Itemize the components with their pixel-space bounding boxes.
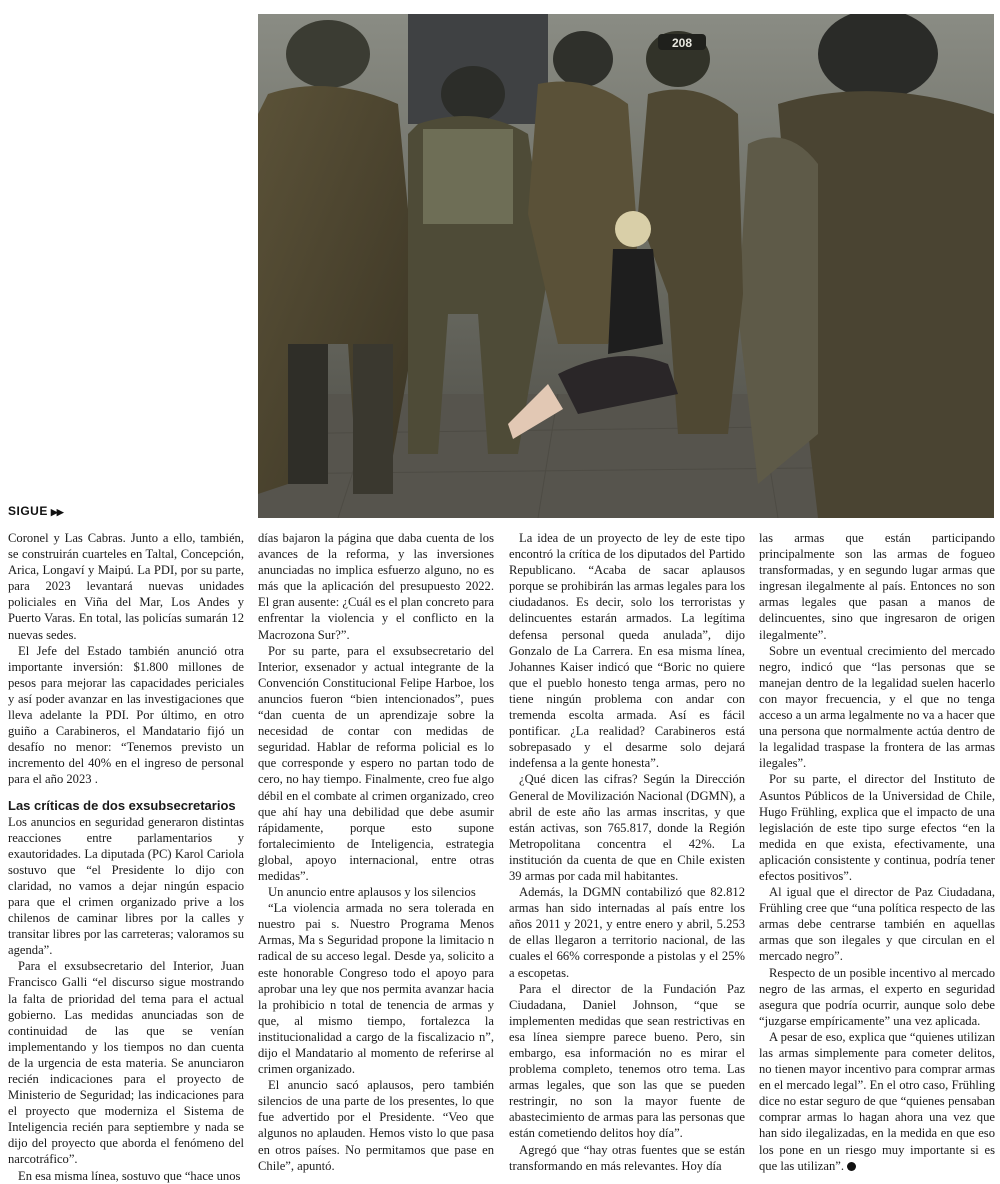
paragraph: Para el exsubsecretario del Interior, Juan Francisco Galli “el discurso sigue mostrando la falta de prioridad del tema para el actual gobierno. Las medidas anunciadas son de continuidad de las que se venían implementando y los tiempos no dan cuenta de la urgencia de esta materia. Se anunciaron recién indicaciones para el proyecto de Ministerio de Seguridad; las indicaciones para el proyecto que moderniza el Sistema de Inteligencia recién para septiembre y nada se dijo del proyecto que aborda el fenómeno del narcotráfico”.	[8, 959, 244, 1167]
paragraph: En esa misma línea, sostuvo que “hace unos	[18, 1168, 241, 1183]
section-heading: Las críticas de dos exsubsecretarios	[8, 797, 236, 813]
paragraph: Por su parte, para el exsubsecretario del Interior, exsenador y actual integrante de la Convención Constitucional Felipe Harboe, los anuncios fueron “bien intencionados”, pues “dan cuenta de un aprendizaje sobre la necesidad de contar con medidas de seguridad. Hablar de reforma policial es lo que corresponde y espero no partan todo de cero, no hay tiempo. Finalmente, creo fue algo débil en el combate al crimen organizado, creo que ahí hay una debilidad que debe asumir rápidamente, porque esto supone fortalecimiento de Inteligencia, estrategia global, apoyo internacional, entre otras medidas”.	[258, 643, 494, 883]
paragraph-text: A pesar de eso, explica que “quienes utilizan las armas simplemente para cometer delitos, no tienen mayor incentivo para comprar armas en el mercado legal”. En el otro caso, Frühling dice no estar seguro de que “quienes pensaban comprar armas lo hagan ahora una vez que han sido ilegalizadas, en la medida en que eso los pone en un riesgo muy importante si es que las utilizan”.	[759, 1029, 995, 1173]
double-arrow-icon: ▶▶	[50, 507, 63, 517]
police-arrest-photo	[258, 14, 994, 518]
paragraph: Agregó que “hay otras fuentes que se están transformando en más relevantes. Hoy día	[509, 1142, 745, 1173]
column-2	[258, 530, 494, 1174]
paragraph: Por su parte, el director del Instituto de Asuntos Públicos de la Universidad de Chile, Hugo Frühling, explica que el impacto de una legislación de este tipo surge efectos “en la medida en que exista, efectivamente, una aplicación consistente y continua, podría tener efectos positivos”.	[759, 772, 995, 883]
paragraph: las armas que están participando principalmente son las armas de fogueo transformadas, y en segundo lugar armas que ingresan ilegalmente al país. Entonces no son armas legales que pasan a manos de delincuentes, sino que ingresaron de origen ilegalmente”.	[759, 531, 995, 642]
paragraph: Los anuncios en seguridad generaron distintas reacciones entre parlamentarios y exautoridades. La diputada (PC) Karol Cariola sostuvo que “el Presidente lo dijo con claridad, no vamos a dejar ningún espacio para que el crimen organizado prive a los chilenos de caminar libres por la calles y transitar libres por las carreteras; valoramos su agenda”.	[8, 814, 244, 958]
paragraph: Para el director de la Fundación Paz Ciudadana, Daniel Johnson, “que se implementen medidas que sean restrictivas en esa línea siempre parece bueno. Pero, sin embargo, esa información no es mirar el problema completo, tenemos otro tema. Las armas legales, que son las que se pueden restringir, no son la mayor fuente de abastecimiento de armas para las personas que están cometiendo delitos hoy día”.	[509, 981, 745, 1141]
sigue-text: SIGUE	[8, 504, 48, 518]
paragraph: Respecto de un posible incentivo al mercado negro de las armas, el experto en seguridad asegura que podría ocurrir, aunque solo debe “juzgarse empíricamente” una vez aplicada.	[759, 965, 995, 1028]
paragraph: “La violencia armada no sera tolerada en nuestro pai s. Nuestro Programa Menos Armas, Ma s Seguridad propone la limitacio n radical de su acceso legal. Desde ya, solicito a este honorable Congreso todo el apoyo para aprobar una ley que nos permita avanzar hacia la prohibicio n total de tenencia de armas y que, al mismo tiempo, fortalezca la institucionalidad a cargo de la fiscalizacio n”, dijo el Mandatario al momento de referirse al crimen organizado.	[258, 901, 494, 1077]
paragraph: La idea de un proyecto de ley de este tipo encontró la crítica de los diputados del Partido Republicano. “Acaba de sacar aplausos porque se prohibirán las armas legales para los ciudadanos. Es decir, solo los terroristas y delincuentes estarán armados. La legítima defensa personal queda anulada”, dijo Gonzalo de La Carrera. En esa misma línea, Johannes Kaiser indicó que “Boric no quiere que el pueblo honesto tenga armas, pero no tiene ningún problema con andar con tremenda escolta armada. Así es fácil pontificar. ¿La realidad? Carabineros está sobrepasado y el desarme solo dejará indefensa a la gente honesta”.	[509, 531, 745, 771]
column-3	[509, 530, 745, 1174]
continues-label	[8, 504, 63, 518]
paragraph: Al igual que el director de Paz Ciudadana, Frühling cree que “una política respecto de las armas debe centrarse también en aquellas armas que son ilegales y que circulan en el mercado negro”.	[759, 885, 995, 964]
paragraph: días bajaron la página que daba cuenta de los avances de la reforma, y las inversiones anunciadas no implica esfuerzo alguno, no es más que la aplicación del presupuesto 2022. El gran ausente: ¿Cuál es el plan concreto para enfrentar la violencia y el conflicto en la Macrozona Sur?”.	[258, 531, 494, 642]
paragraph: Un anuncio entre aplausos y los silencios	[268, 885, 476, 900]
news-photo	[258, 14, 994, 518]
paragraph: Además, la DGMN contabilizó que 82.812 armas han sido internadas al país entre los años 2011 y 2021, y entre enero y abril, 5.253 de ellas llegaron a territorio nacional, de las cuales el 66% corresponde a pistolas y el 25% a escopetas.	[509, 885, 745, 980]
paragraph: El anuncio sacó aplausos, pero también silencios de una parte de los presentes, lo que fue advertido por el Presidente. “Veo que algunos no aplauden. Hemos visto lo que pasa en otros países. No permitamos que pase en Chile”, apuntó.	[258, 1078, 494, 1173]
paragraph-last	[759, 1029, 995, 1174]
paragraph: Sobre un eventual crecimiento del mercado negro, indicó que “las personas que se manejan dentro de la legalidad suelen hacerlo con mayor frecuencia, y el que no tenga acceso a un arma legalmente no va a hacer que una persona que normalmente actúa dentro de la legalidad traspase la frontera de las armas ilegales”.	[759, 643, 996, 771]
column-4	[759, 530, 995, 1174]
paragraph: El Jefe del Estado también anunció otra importante inversión: $1.800 millones de pesos para mejorar las capacidades periciales y así poder avanzar en las investigaciones que lleva adelante la PDI. Por último, en otro guiño a Carabineros, el Mandatario fijó un desafío no menor: “Tenemos previsto un incremento del 40% en el ingreso de personal para el año 2023 .	[8, 643, 244, 787]
helmet-number: 208	[671, 36, 693, 50]
paragraph: Coronel y Las Cabras. Junto a ello, también, se construirán cuarteles en Taltal, Concepción, Arica, Longaví y Maipú. La PDI, por su parte, para 2023 levantará nuevas unidades policiales en Viña del Mar, Los Andes y Puerto Varas. En total, las policías sumarán 12 nuevas sedes.	[8, 531, 244, 642]
column-1	[8, 530, 244, 1184]
paragraph: ¿Qué dicen las cifras? Según la Dirección General de Movilización Nacional (DGMN), a abril de este año las armas inscritas, y que están activas, son 765.817, donde la Región Metropolitana concentra el 42%. La institución da cuenta de que en Chile existen 39 armas por cada mil habitantes.	[509, 772, 745, 883]
end-of-article-icon	[847, 1162, 856, 1171]
